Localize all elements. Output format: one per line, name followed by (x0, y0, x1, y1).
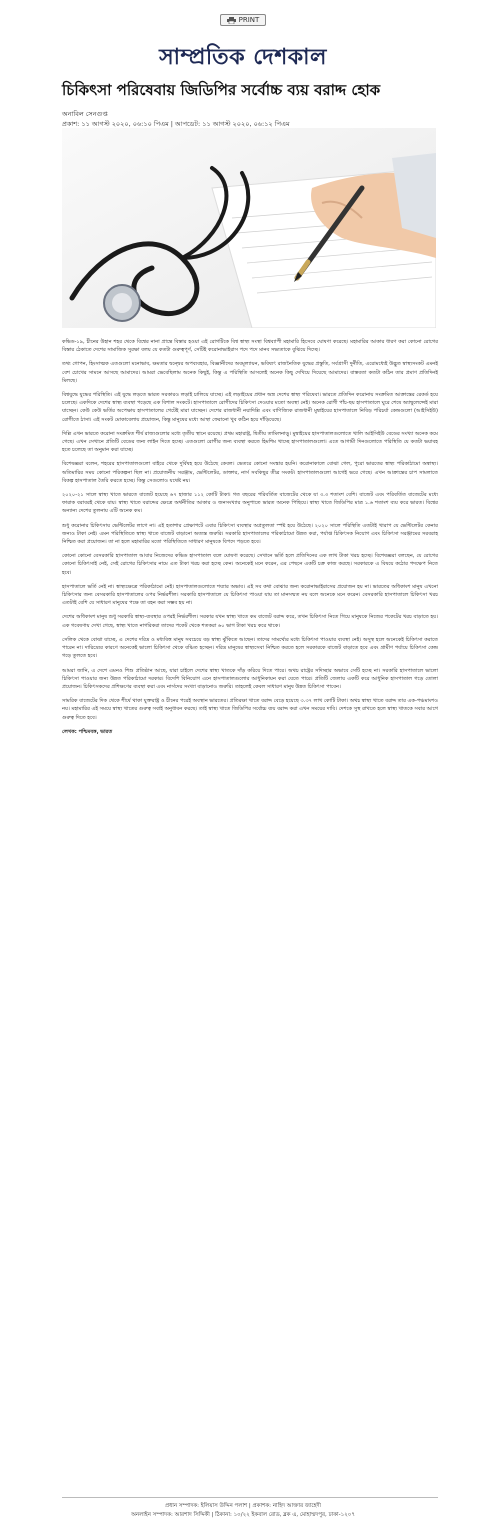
article-paragraph: কোনো কোনো বেসরকারি হাসপাতাল আবার নিজেদের কভিড হাসপাতাল বলে ঘোষণা করেছে। সেখানে ভর্তি হলে প্রতিদিনের এক লাখ টাকা খরচ হচ্ছে। বিশেষজ্ঞরা বলছেন, যে রোগের কোনো চিকিৎসাই নেই, সেই রোগের চিকিৎসার নামে এত টাকা খরচ করা হচ্ছে কেন। অনেকেই মনে করেন, এর পেছনে একটি চক্র কাজ করছে। সরকারকে এ বিষয়ে কঠোর পদক্ষেপ নিতে হবে। (62, 553, 438, 576)
article-paragraph: শুধু করোনার চিকিৎসায় ভেন্টিলেটর লাগে না। এই হতাশার প্রেক্ষাপটে এবার চিকিৎসা ব্যবস্থার অপ্রতুলতা স্পষ্ট হয়ে উঠেছে। ২০২০ সালে পরিস্থিতি এতটাই খারাপ যে ভেন্টিলেটর কেনার জন্যও টাকা নেই। এমন পরিস্থিতিতে স্বাস্থ্য খাতে বাজেট বাড়ানো অত্যন্ত জরুরি। সরকারি হাসপাতালের পরিকাঠামো উন্নত করা, পর্যাপ্ত চিকিৎসক নিয়োগ এবং চিকিৎসা সরঞ্জামের সরবরাহ নিশ্চিত করা প্রয়োজন। তা না হলে মহামারির মতো পরিস্থিতিতে সাধারণ মানুষকে বিপদে পড়তে হবে। (62, 522, 438, 546)
print-label: PRINT (238, 16, 260, 24)
article-paragraph: সেলিক থেকে বোঝা যাচ্ছে, এ দেশের দরিদ্র ও মধ্যবিত্ত মানুষ সবচেয়ে বড় স্বাস্থ্য ঝুঁকিতে আছেন। তাদের সামর্থ্যের মধ্যে চিকিৎসা পাওয়ার ব্যবস্থা নেই। অসুস্থ হলে অনেকেই চিকিৎসা করাতে পারেন না। দারিদ্র্যের কারণে অনেকেই ভালো চিকিৎসা থেকে বঞ্চিত হচ্ছেন। দরিদ্র মানুষের স্বাস্থ্যসেবা নিশ্চিত করতে হলে সরকারকে বাজেট বাড়াতে হবে এবং গ্রামীণ পর্যায়ে চিকিৎসা কেন্দ্র গড়ে তুলতে হবে। (62, 636, 438, 660)
publish-info: প্রকাশ: ১১ আগস্ট ২০২০, ০৬:১০ পিএম | আপডেট: ১১ আগস্ট ২০২০, ০৬:১২ পিএম (62, 120, 290, 128)
article-paragraph: কভিড-১৯, চীনের উহান শহর থেকে বিশ্বের নানা প্রান্তে বিস্তার হওয়া এই রোগটিকে বিশ্ব স্বাস্থ্য সংস্থা বিশ্বব্যাপী মহামারি হিসেবে ঘোষণা করেছে। মহামারির আকার ধারণ করা কোনো রোগের বিস্তার ঠেকাতে দেশের সামাজিক সুরক্ষা বলয় যে কতটা গুরুত্বপূর্ণ, সেটিই করোনাভাইরাস পদে পদে মানব সভ্যতাকে বুঝিয়ে দিচ্ছে। (62, 339, 438, 354)
article-headline: চিকিৎসা পরিষেবায় জিডিপির সর্বোচ্চ ব্যয় বরাদ্দ হোক (62, 81, 381, 99)
hero-image (62, 128, 436, 328)
masthead-title: সাম্প্রতিক দেশকাল (159, 43, 327, 70)
footer-address: অনলাইন সম্পাদক: আরশাদ সিদ্দিকী | ঠিকানা: ১০/২২ ইকবাল রোড, ব্লক এ, মোহাম্মদপুর, ঢাকা-১২০৭ (131, 1512, 355, 1518)
author-line: লেখক: পশ্চিমবঙ্গ, ভারত (62, 728, 113, 735)
article-paragraph: তথ্য গোপন, হিংসাত্মক এতগুলো মনোভাব, ক্ষমতার দ্বন্দ্বের অপব্যবহার, বিজ্ঞানীদের অবমূল্যায়ন, ভবিষ্যৎ রাজনৈতিক যুদ্ধের প্রস্তুতি, সর্বগ্রাসী দুর্নীতি, এরোমধ্যেই উদ্ভূত স্বাস্থ্যসংকট এমনই বেশ চোখের সামনে আসছে আমাদের। আমরা ভেবেছিলাম অনেক কিছুই, কিন্তু এ পরিস্থিতি আসলেই অনেক কিছু দেখিয়ে দিয়েছে আমাদের। বাস্তবতা কতটা কঠিন তার প্রমাণ প্রতিদিনই মিলছে। (62, 361, 438, 384)
article-paragraph: হাসপাতালে ভর্তি নেই না। স্বাস্থ্যক্ষেত্রে পরিকাঠামো নেই। হাসপাতালগুলোতে শয্যার অভাব। এই সব কথা বোঝার জন্য করোনাভাইরাসের প্রয়োজন হয় না। ভারতের অধিকাংশ মানুষ এখনো চিকিৎসার জন্য বেসরকারি হাসপাতালের ওপর নির্ভরশীল। সরকারি হাসপাতালে যে চিকিৎসা পাওয়া যায় তা মানসম্মত নয় বলে অনেকে মনে করেন। বেসরকারি হাসপাতালে চিকিৎসা খরচ এতটাই বেশি যে সাধারণ মানুষের পক্ষে তা বহন করা সম্ভব হয় না। (62, 583, 438, 607)
article-paragraph: বিশ্বযুদ্ধে যুদ্ধের পরিস্থিতি। এই যুদ্ধে লড়তে ভারত সরকারও লড়াই চালিয়ে যাচ্ছে। এই লড়াইয়ের প্রধান অস্ত্র দেশের স্বাস্থ্য পরিষেবা। ভারতে প্রতিদিন করোনায় সংক্রমিত আক্রান্তের রেকর্ড হয়ে চলেছে। একদিকে দেশের স্বাস্থ্য ব্যবস্থা পড়েছে এক বিশাল সংকটে। হাসপাতালে রোগীদের চিকিৎসা দেওয়ার মতো অবস্থা নেই। অনেক রোগী পাঁচ-ছয় হাসপাতালে ঘুরে শেষে অ্যাম্বুলেন্সেই মারা যাচ্ছেন। কেউ কেউ ভর্তির অপেক্ষায় হাসপাতালের গেটেই মারা যাচ্ছেন। দেশের রাজধানী নয়াদিল্লি এবং বাণিজ্যিক রাজধানী মুম্বাইয়ের হাসপাতালে নিবিড় পরিচর্যা কেন্দ্রগুলো (আইসিইউ) রোগীতে ঠাসা। এই সংকট মোকাবেলায় প্রয়োজন, কিন্তু মানুষের মধ্যে আস্থা ফেরানো খুব কঠিন হয়ে দাঁড়িয়েছে। (62, 392, 438, 423)
author-name: অনাবিল সেনগুপ্ত (62, 110, 108, 118)
article-paragraph: বিশেষজ্ঞরা বলেন, শহরের হাসপাতালগুলো বাইরে থেকে দুর্বিষহ হয়ে উঠেছে কেবল। ভেতরে কোনো সংস্কার হয়নি। করোনাকালে বোঝা গেল, পুরো ভারতের স্বাস্থ্য পরিকাঠামো অস্বাস্থ্য। অতিমারির সময় কোনো পরিকল্পনা ছিল না। প্রয়োজনীয় সরঞ্জাম, ভেন্টিলেটর, ডাক্তার, নার্স সবকিছুর তীব্র সংকট। হাসপাতালগুলো আগেই ভরে গেছে। এখন আক্রান্তের চাপ সামলাতে বিকল্প হাসপাতাল তৈরি করতে হচ্ছে। কিন্তু সেগুলোও যথেষ্ট নয়। (62, 461, 438, 484)
masthead (0, 40, 486, 76)
article-body (62, 338, 438, 742)
article-paragraph: দেশের অধিকাংশ মানুষ শুধু সরকারি স্বাস্থ্য-ব্যবস্থার ওপরই নির্ভরশীল। সরকার যখন স্বাস্থ্য খাতে কম বাজেট বরাদ্দ করে, তখন চিকিৎসা নিতে গিয়ে মানুষকে নিজের পকেটের খরচ বাড়াতে হয়। এক গবেষণায় দেখা গেছে, স্বাস্থ্য খাতে নাগরিকরা তাদের পকেট থেকে শতকরা ৬০ ভাগ টাকা খরচ করে থাকে। (62, 614, 438, 629)
footer-divider (62, 1497, 438, 1498)
print-bar (0, 0, 486, 40)
article-paragraph: সামরিক বাজেটের দিক থেকে শীর্ষে থাকা যুক্তরাষ্ট্র ও চীনের পরেই অবস্থান ভারতের। প্রতিরক্ষা খাতে বরাদ্দ বেড়ে হয়েছে ৩.৩৭ লাখ কোটি টাকা। অথচ স্বাস্থ্য খাতে বরাদ্দ তার এক-পঞ্চমাংশও নয়। মহামারির এই সময়ে স্বাস্থ্য খাতের গুরুত্ব সবাই অনুধাবন করছে। তাই স্বাস্থ্য খাতে জিডিপির সর্বোচ্চ ব্যয় বরাদ্দ করা এখন সময়ের দাবি। দেশকে সুস্থ রাখতে হলে স্বাস্থ্য খাতকে সবার আগে গুরুত্ব দিতে হবে। (62, 698, 438, 721)
byline (62, 109, 442, 129)
stethoscope-and-pen-photo (62, 128, 436, 328)
site-footer (40, 1502, 446, 1520)
footer-editors: প্রধান সম্পাদক: ইলিয়াস উদ্দিন পলাশ | প্রকাশক: নাহিদ আক্তার জাহেদী (165, 1503, 321, 1509)
print-button[interactable] (220, 14, 267, 26)
article-paragraph: আমরা জানি, এ দেশে এমনও শিশু প্রতিষ্ঠান আছে, যারা চাইলে দেশের স্বাস্থ্য খাতকে দাঁড় করিয়ে দিতে পারে। অথচ রাষ্ট্রের সদিচ্ছার অভাবে সেটি হচ্ছে না। সরকারি হাসপাতালে ভালো চিকিৎসা পাওয়ার জন্য উন্নত পরিকাঠামো দরকার। বিদেশি বিনিয়োগ এনে হাসপাতালগুলোর আধুনিকায়ন করা যেতে পারে। প্রতিটি জেলায় একটি করে আধুনিক হাসপাতাল গড়ে তোলা প্রয়োজন। চিকিৎসকদের প্রশিক্ষণের ব্যবস্থা করা এবং নার্সদের সংখ্যা বাড়ানোও জরুরি। তাহলেই কেবল সাধারণ মানুষ উন্নত চিকিৎসা পাবেন। (62, 667, 438, 690)
printer-icon (227, 17, 236, 24)
article-paragraph: ২০২০-২১ সালে স্বাস্থ্য খাতে ভারতে বাজেট হয়েছে ৬৭ হাজার ১১২ কোটি টাকা। গত বছরের পরিবর্তিত বাজেটের থেকে যা ৩.৩ শতাংশ বেশি। বাজেট এবং পরিবর্তিত বাজেটের মধ্যে ফারাক বরাবরই থেকে যায়। স্বাস্থ্য খাতে বরাদ্দের ক্ষেত্রে অর্থনীতির আকার ও জনসংখ্যার অনুপাতে ভারত অনেক পিছিয়ে। স্বাস্থ্য খাতে জিডিপির মাত্র ১.৬ শতাংশ ব্যয় করে ভারত। বিশ্বের অন্যান্য দেশের তুলনায় এটি অনেক কম। (62, 492, 438, 515)
article-paragraph: দিল্লি এখন ভারতে করোনা সংক্রমিত শীর্ষ রাজ্যগুলোর মধ্যে তৃতীয় স্থানে রয়েছে। প্রথম মহারাষ্ট্র, দ্বিতীয় তামিলনাড়ু। মুম্বাইয়ের হাসপাতালগুলোতে খালি আইসিইউ বেডের সংখ্যা অনেক কমে গেছে। এখন সেখানে প্রতিটি বেডের জন্য লাইন দিতে হচ্ছে। এতগুলো রোগীর জন্য ব্যবস্থা করতে হিমশিম খাচ্ছে হাসপাতালগুলো। এতে আগামী দিনগুলোতে পরিস্থিতি যে কতটা ভয়াবহ হতে চলেছে তা অনুমান করা যাচ্ছে। (62, 430, 438, 454)
